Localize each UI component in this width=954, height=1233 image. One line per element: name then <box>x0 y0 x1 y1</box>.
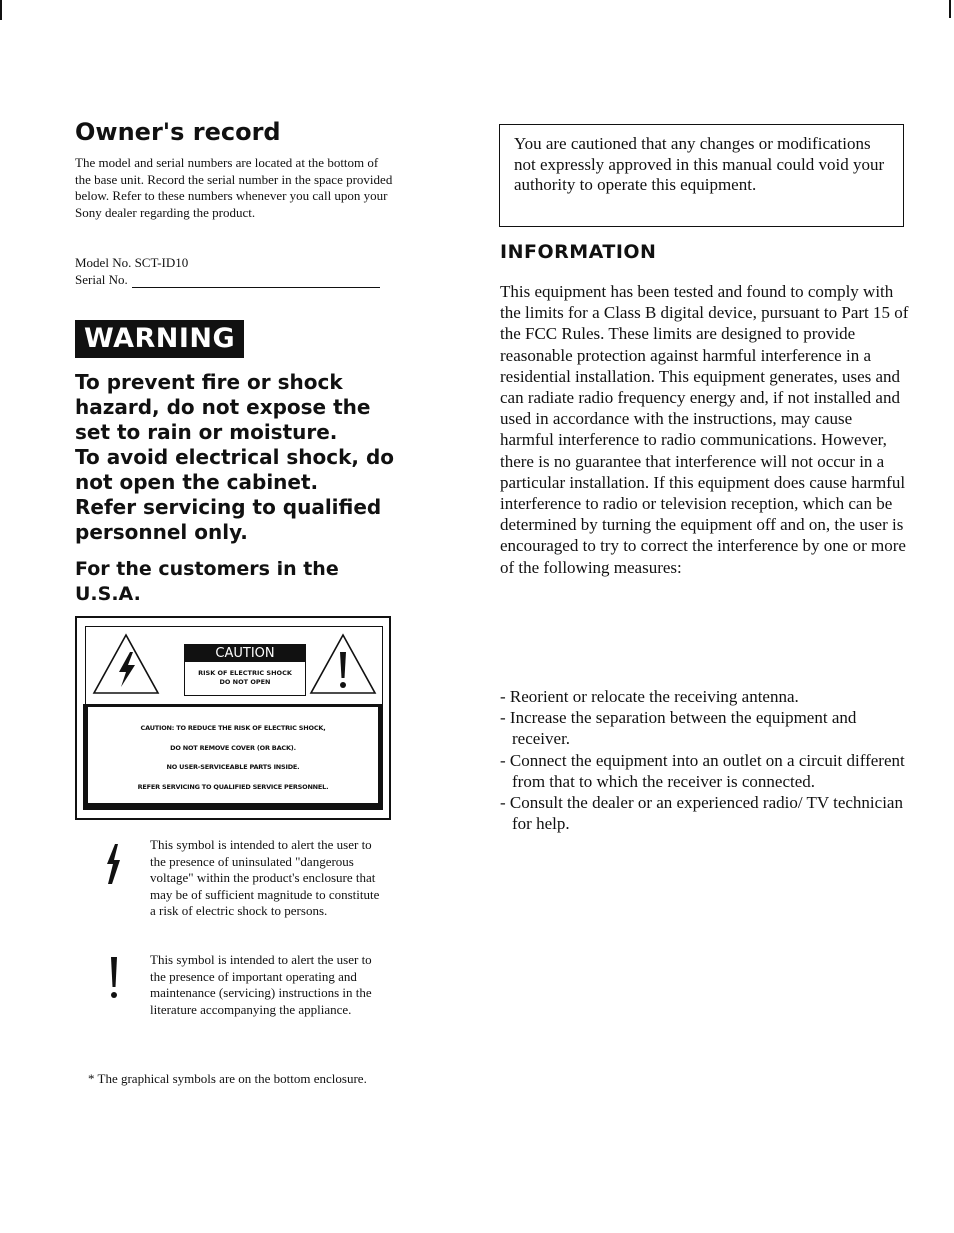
serial-label: Serial No. <box>75 272 128 287</box>
caution-word: CAUTION <box>185 645 305 662</box>
caution-text-line: NO USER-SERVICEABLE PARTS INSIDE. <box>166 763 300 771</box>
warning-badge: WARNING <box>75 320 244 358</box>
exclamation-triangle-icon <box>308 632 378 696</box>
information-body: This equipment has been tested and found to comply with the limits for a Class B digital device, pursuant to Part 15 of the FCC Rules. These limits are designed to provide reasonable protection against harmful interference in a residential installation. This equipment generates, uses and can radiate radio frequency energy and, if not installed and used in accordance with the instructions, may cause harmful interference to radio communications. However, there is no guarantee that interference will not occur in a particular installation. If this equipment does cause harmful interference to radio or television reception, which can be determined by turning the equipment off and on, the user is encouraged to try to correct the interference by one or more of the following measures: <box>500 282 909 577</box>
serial-number-line <box>75 271 380 288</box>
caution-center-panel <box>184 644 306 696</box>
caution-text-line: CAUTION: TO REDUCE THE RISK OF ELECTRIC SHOCK, <box>140 724 326 732</box>
exclamation-mark-icon <box>104 955 124 1003</box>
footnote: * The graphical symbols are on the bottom enclosure. <box>88 1071 367 1086</box>
caution-label-top <box>85 626 383 706</box>
serial-entry-line <box>132 273 380 288</box>
owners-record-title: Owner's record <box>75 118 281 146</box>
page-edge-mark <box>0 0 2 20</box>
warning-line: To avoid electrical shock, do not open the cabinet. <box>75 445 395 494</box>
customers-heading: For the customers in the U.S.A. <box>75 558 339 605</box>
lightning-symbol-description: This symbol is intended to alert the user to the presence of uninsulated "dangerous voltage" within the product's enclosure that may be of sufficient magnitude to constitute a risk of electric shock to persons. <box>150 837 380 918</box>
lightning-triangle-icon <box>91 632 161 696</box>
caution-text-line: REFER SERVICING TO QUALIFIED SERVICE PERSONNEL. <box>137 783 329 791</box>
measures-list <box>500 686 910 834</box>
caution-subtext: DO NOT OPEN <box>219 678 271 686</box>
lightning-bolt-icon <box>100 840 126 890</box>
caution-text-area <box>88 707 378 803</box>
warning-statements <box>75 370 395 545</box>
information-heading: INFORMATION <box>500 241 657 263</box>
list-item: - Consult the dealer or an experienced radio/ TV technician for help. <box>500 793 903 834</box>
caution-text-line: DO NOT REMOVE COVER (OR BACK). <box>170 744 296 752</box>
page-edge-mark <box>949 0 951 18</box>
exclamation-symbol-description: This symbol is intended to alert the user to the presence of important operating and maintenance (servicing) instructions in the literature accompanying the appliance. <box>150 952 372 1017</box>
list-item: - Increase the separation between the equipment and receiver. <box>500 708 857 749</box>
list-item: - Connect the equipment into an outlet on a circuit different from that to which the receiver is connected. <box>500 750 905 791</box>
caution-label-lower <box>83 704 383 810</box>
model-number-line: Model No. SCT-ID10 <box>75 255 189 270</box>
list-item: - Reorient or relocate the receiving antenna. <box>500 687 799 706</box>
owners-record-text: The model and serial numbers are located at the bottom of the base unit. Record the serial number in the space provided below. Refer to these numbers whenever you call upon your Sony dealer regarding the product. <box>75 155 393 220</box>
warning-line: To prevent fire or shock hazard, do not expose the set to rain or moisture. <box>75 370 371 444</box>
caution-label <box>75 616 391 820</box>
warning-line: Refer servicing to qualified personnel only. <box>75 495 382 544</box>
caution-subtext: RISK OF ELECTRIC SHOCK <box>198 669 292 677</box>
modification-caution-box: You are cautioned that any changes or modifications not expressly approved in this manual could void your authority to operate this equipment. <box>499 124 904 227</box>
